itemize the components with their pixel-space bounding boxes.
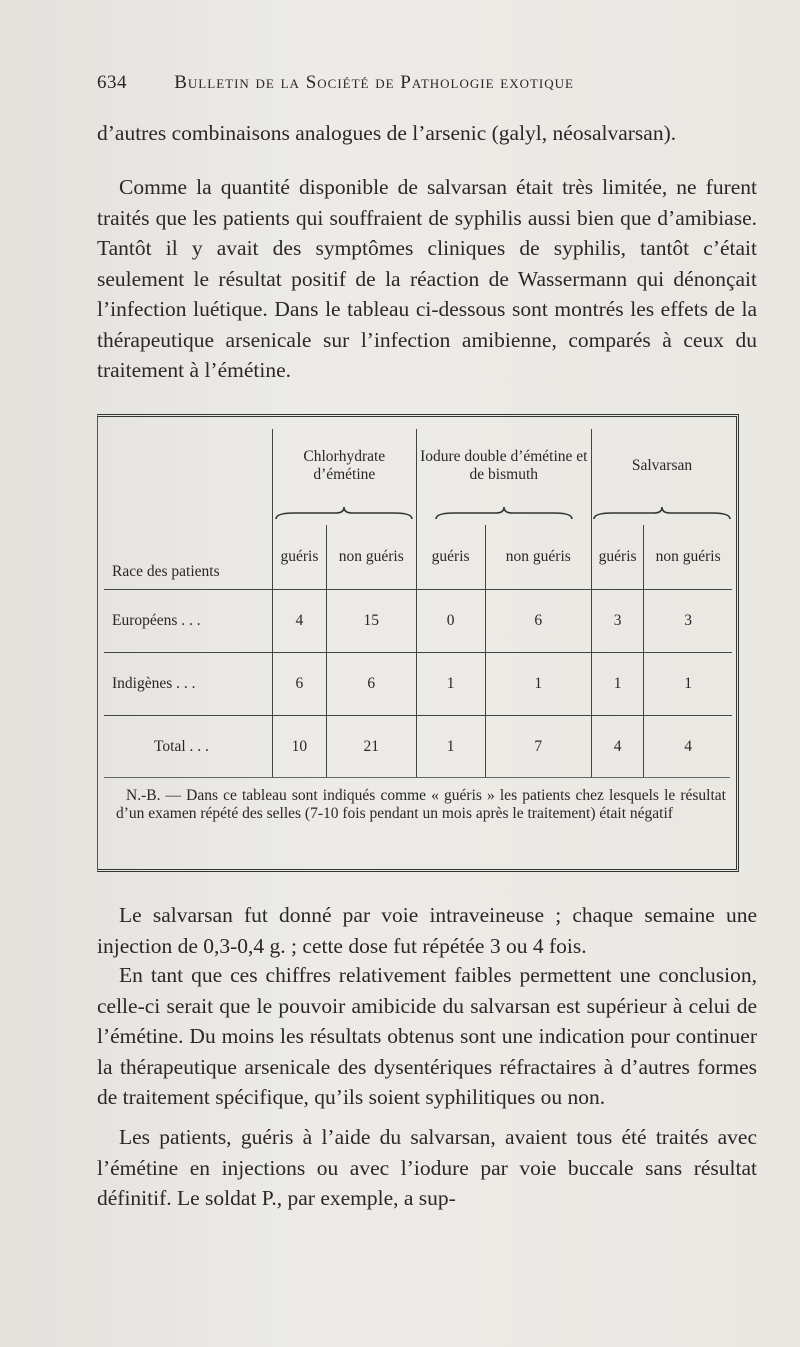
table-cell: 1	[416, 716, 485, 779]
table-cell: 1	[644, 653, 732, 716]
table-cell: 10	[273, 716, 327, 779]
paragraph-dosage: Le salvarsan fut donné par voie intraveineuse ; chaque semaine une injection de 0,3-0,4 g. ; cette dose fut répétée 3 ou 4 fois.	[97, 903, 757, 958]
table-cell: 4	[591, 716, 643, 779]
results-table-frame	[97, 414, 739, 872]
table-cell: 1	[591, 653, 643, 716]
results-table	[104, 429, 732, 778]
table-cell: 21	[326, 716, 416, 779]
brace-1	[273, 503, 417, 525]
table-cell: 3	[644, 590, 732, 653]
table-cell: 4	[273, 590, 327, 653]
paragraph-conclusion: En tant que ces chiffres relativement faibles permettent une conclusion, celle-ci serait que le pouvoir amibicide du salvarsan est supérieur à celui de l’émétine. Du moins les résultats obtenus sont une indication pour continuer la thérapeutique arsenicale des dysentériques réfractaires à d’autres formes de traitement spécifique, qu’ils soient syphilitiques ou non.	[97, 963, 757, 1109]
group-header-salvarsan: Salvarsan	[591, 429, 732, 503]
table-cell: 1	[485, 653, 591, 716]
table-cell: 6	[485, 590, 591, 653]
brace-3	[591, 503, 732, 525]
table-cell: 6	[273, 653, 327, 716]
running-header	[97, 72, 697, 94]
table-row	[104, 653, 732, 716]
table-row	[104, 716, 732, 779]
row-label: Total . . .	[154, 738, 209, 755]
subheader-not-cured-3: non guéris	[644, 525, 732, 590]
note-divider	[104, 777, 730, 778]
table-cell: 15	[326, 590, 416, 653]
subheader-not-cured-1: non guéris	[326, 525, 416, 590]
subheader-cured-1: guéris	[273, 525, 327, 590]
journal-title: Bulletin de la Société de Pathologie exotique	[174, 72, 574, 93]
subheader-cured-2: guéris	[416, 525, 485, 590]
table-cell: 3	[591, 590, 643, 653]
table-cell: 6	[326, 653, 416, 716]
group-header-iodure: Iodure double d’émétine et de bismuth	[416, 429, 591, 503]
race-header: Race des patients	[112, 563, 220, 580]
paragraph-patients: Les patients, guéris à l’aide du salvarsan, avaient tous été traités avec l’émétine en injections ou avec l’iodure par voie buccale sans résultat définitif. Le soldat P., par exemple, a sup-	[97, 1125, 757, 1210]
table-cell: 7	[485, 716, 591, 779]
row-label: Indigènes . . .	[104, 653, 273, 716]
paragraph-method: Comme la quantité disponible de salvarsan était très limitée, ne furent traités que les patients qui souffraient de syphilis aussi bien que d’amibiase. Tantôt il y avait des symptômes cliniques de syphilis, tantôt c’était seulement le résultat positif de la réaction de Wassermann qui dénonçait l’infection luétique. Dans le tableau ci-dessous sont montrés les effets de la thérapeutique arsenicale sur l’infection amibienne, comparés à ceux du traitement à l’émétine.	[97, 175, 757, 382]
table-note: N.-B. — Dans ce tableau sont indiqués comme « guéris » les patients chez lesquels le résultat d’un examen répété des selles (7-10 fois pendant un mois après le traitement) était négatif	[116, 787, 726, 822]
table-cell: 4	[644, 716, 732, 779]
group-header-chlorhydrate: Chlorhydrate d’émétine	[273, 429, 417, 503]
table-cell: 0	[416, 590, 485, 653]
subheader-not-cured-2: non guéris	[485, 525, 591, 590]
table-cell: 1	[416, 653, 485, 716]
subheader-cured-3: guéris	[591, 525, 643, 590]
paragraph-intro: d’autres combinaisons analogues de l’arsenic (galyl, néosalvarsan).	[97, 121, 677, 145]
table-row	[104, 590, 732, 653]
page-number: 634	[97, 72, 127, 93]
brace-2	[416, 503, 591, 525]
row-label: Européens . . .	[104, 590, 273, 653]
